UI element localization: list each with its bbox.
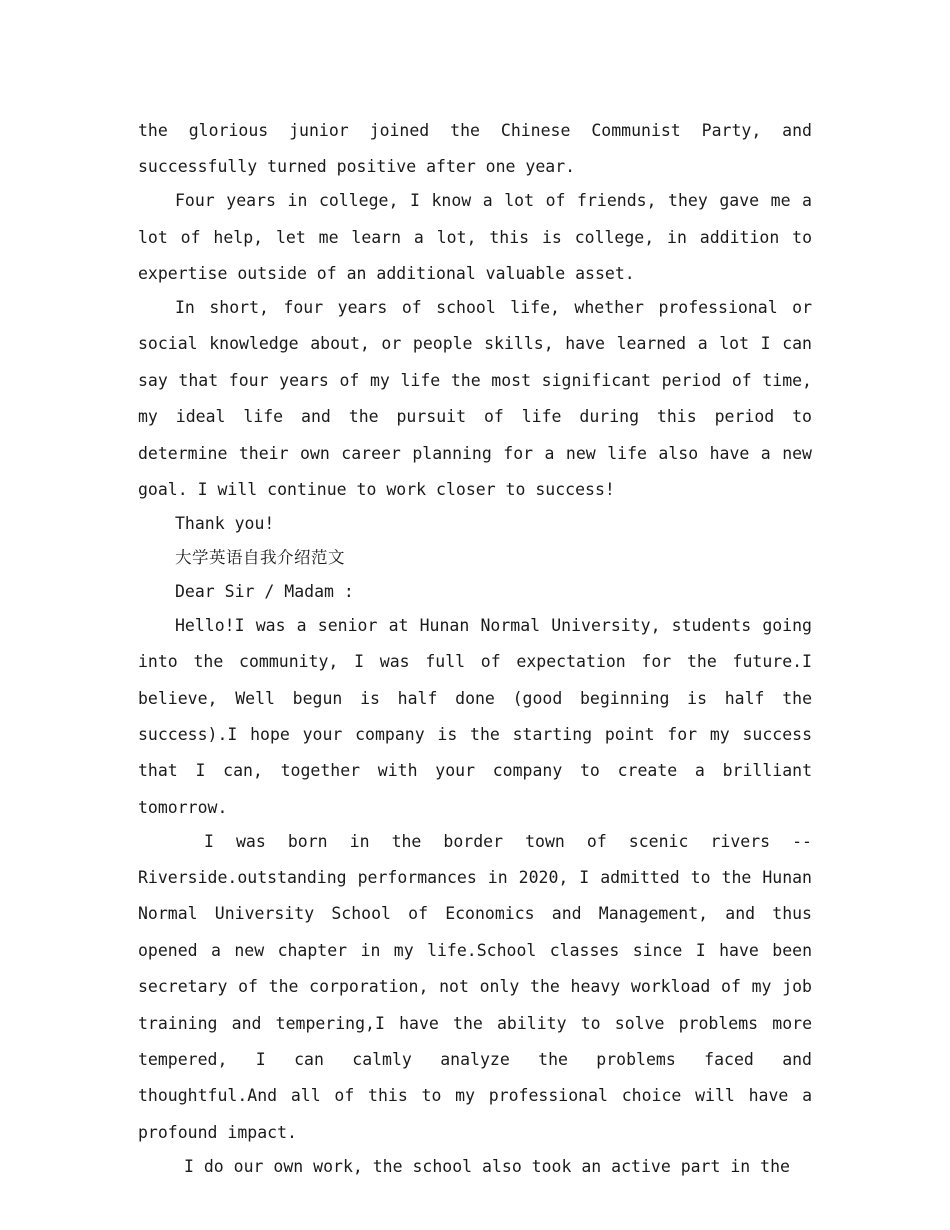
paragraph-friends: Four years in college, I know a lot of friends, they gave me a lot of help, let me learn a lot, this is college, in addition to expertise outside of an additional valuable asset. bbox=[138, 191, 812, 284]
paragraph-background: I was born in the border town of scenic rivers -- Riverside.outstanding performances in 2020, I admitted to the Hunan Normal University School of Economics and Management, and thus opened a new chapter in my life.School classes since I have been secretary of the corporation, not only the heavy workload of my job training and tempering,I have the ability to solve problems more tempered, I can calmly analyze the problems faced and thoughtful.And all of this to my professional choice will have a profound impact. bbox=[138, 831, 812, 1142]
paragraph-activities: I do our own work, the school also took an active part in the bbox=[184, 1156, 790, 1176]
paragraph-introduction: Hello!I was a senior at Hunan Normal University, students going into the community, I was full of expectation for the future.I believe, Well begun is half done (good beginning is half the success).I hope your company is the starting point for my success that I can, together with your company to create a brilliant tomorrow. bbox=[138, 615, 812, 817]
section-heading: 大学英语自我介绍范文 bbox=[175, 547, 345, 567]
paragraph-party-membership: the glorious junior joined the Chinese Communist Party, and successfully turned positive after one year. bbox=[138, 121, 812, 177]
paragraph-summary: In short, four years of school life, whether professional or social knowledge about, or people skills, have learned a lot I can say that four years of my life the most significant period of time, my ideal life and the pursuit of life during this period to determine their own career planning for a new life also have a new goal. I will continue to work closer to success! bbox=[138, 298, 812, 500]
salutation: Dear Sir / Madam : bbox=[175, 581, 354, 601]
paragraph-thank-you: Thank you! bbox=[175, 513, 275, 533]
document-body bbox=[138, 113, 812, 1185]
